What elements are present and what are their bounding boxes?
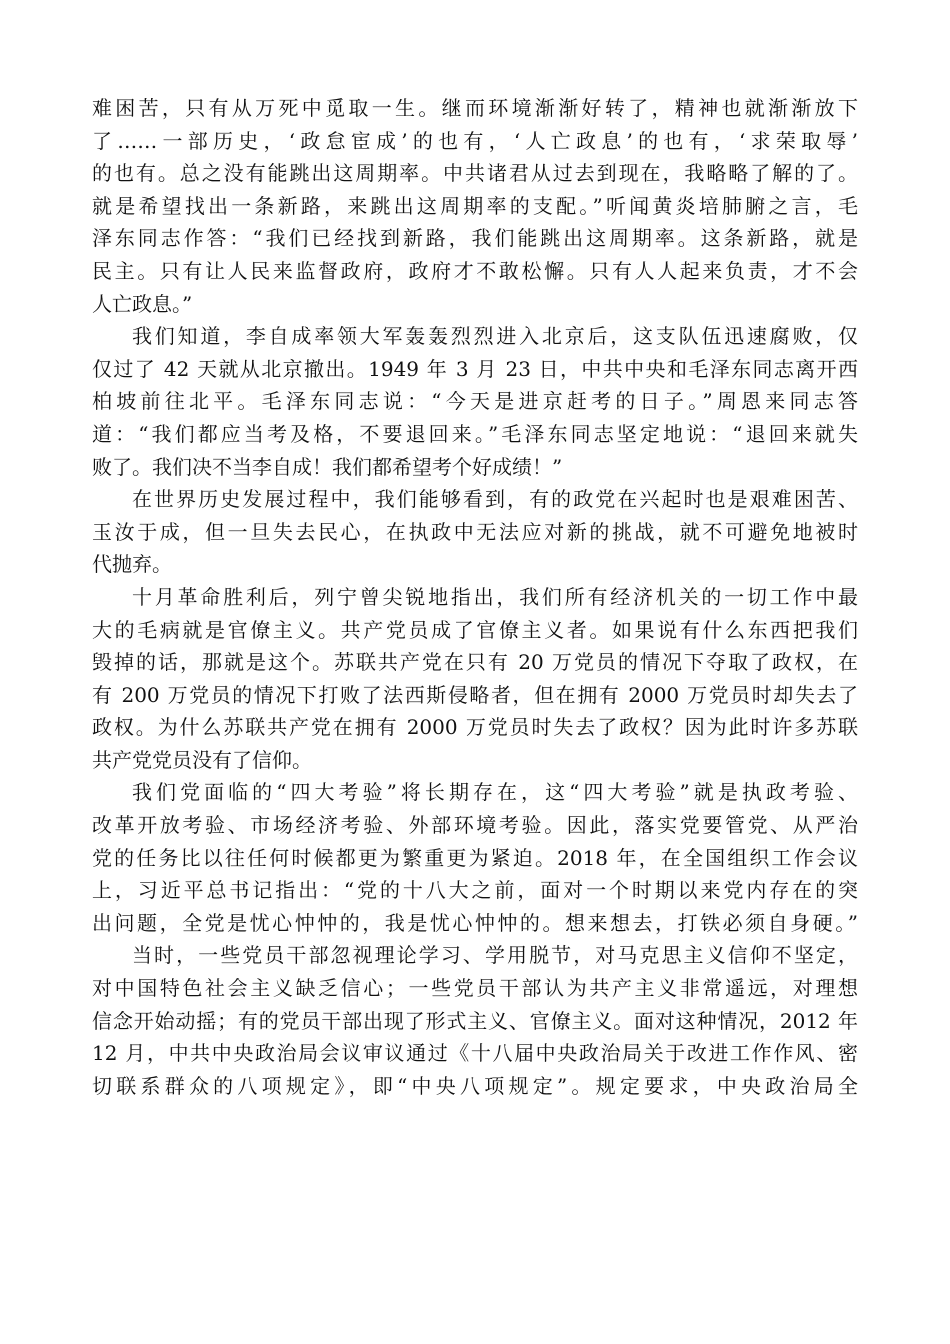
paragraph-first-line: 在世界历史发展过程中，我们能够看到，有的政党在兴起时也是艰难困苦、 bbox=[132, 487, 858, 512]
text-line: 柏坡前往北平。毛泽东同志说：“今天是进京赶考的日子。”周恩来同志答 bbox=[92, 389, 858, 414]
text-line: 大的毛病就是官僚主义。共产党员成了官僚主义者。如果说有什么东西把我们 bbox=[92, 617, 858, 642]
text-line: 信念开始动摇；有的党员干部出现了形式主义、官僚主义。面对这种情况，2012 年 bbox=[92, 1008, 858, 1033]
document-page bbox=[92, 92, 858, 1102]
text-line: 仅过了 42 天就从北京撤出。1949 年 3 月 23 日，中共中央和毛泽东同志离开西 bbox=[92, 356, 858, 381]
paragraph-first-line: 我们知道，李自成率领大军轰轰烈烈进入北京后，这支队伍迅速腐败，仅 bbox=[132, 324, 858, 349]
text-line: 出问题，全党是忧心忡忡的，我是忧心忡忡的。想来想去，打铁必须自身硬。” bbox=[92, 910, 858, 935]
text-line: 民主。只有让人民来监督政府，政府才不敢松懈。只有人人起来负责，才不会 bbox=[92, 258, 858, 283]
text-line: 政权。为什么苏联共产党在拥有 2000 万党员时失去了政权？因为此时许多苏联 bbox=[92, 715, 858, 740]
text-line: 难困苦，只有从万死中觅取一生。继而环境渐渐好转了，精神也就渐渐放下 bbox=[92, 96, 858, 120]
text-line: 对中国特色社会主义缺乏信心；一些党员干部认为共产主义非常遥远，对理想 bbox=[92, 976, 858, 1001]
text-line: 泽东同志作答：“我们已经找到新路，我们能跳出这周期率。这条新路，就是 bbox=[92, 226, 858, 251]
paragraph-first-line: 当时，一些党员干部忽视理论学习、学用脱节，对马克思主义信仰不坚定， bbox=[132, 943, 858, 968]
paragraph-first-line: 十月革命胜利后，列宁曾尖锐地指出，我们所有经济机关的一切工作中最 bbox=[132, 584, 858, 609]
text-line: 败了。我们决不当李自成！我们都希望考个好成绩！” bbox=[92, 454, 563, 479]
text-line: 道：“我们都应当考及格，不要退回来。”毛泽东同志坚定地说：“退回来就失 bbox=[92, 421, 858, 446]
text-line: 就是希望找出一条新路，来跳出这周期率的支配。”听闻黄炎培肺腑之言，毛 bbox=[92, 193, 858, 218]
text-line: 有 200 万党员的情况下打败了法西斯侵略者，但在拥有 2000 万党员时却失去了 bbox=[92, 682, 858, 707]
text-line: 12 月，中共中央政治局会议审议通过《十八届中央政治局关于改进工作作风、密 bbox=[92, 1041, 858, 1066]
text-line: 上，习近平总书记指出：“党的十八大之前，面对一个时期以来党内存在的突 bbox=[92, 878, 858, 903]
text-line: 党的任务比以往任何时候都更为繁重更为紧迫。2018 年，在全国组织工作会议 bbox=[92, 845, 858, 870]
text-line: 代抛弃。 bbox=[92, 552, 172, 577]
text-line: 玉汝于成，但一旦失去民心，在执政中无法应对新的挑战，就不可避免地被时 bbox=[92, 519, 858, 544]
text-line: 共产党党员没有了信仰。 bbox=[92, 747, 312, 772]
text-line: 人亡政息。” bbox=[92, 291, 193, 316]
text-line: 了……一部历史，‘政怠宦成’的也有，‘人亡政息’的也有，‘求荣取辱’ bbox=[92, 128, 858, 153]
text-line: 改革开放考验、市场经济考验、外部环境考验。因此，落实党要管党、从严治 bbox=[92, 813, 858, 838]
paragraph-first-line: 我们党面临的“四大考验”将长期存在，这“四大考验”就是执政考验、 bbox=[132, 780, 858, 805]
text-line: 切联系群众的八项规定》，即“中央八项规定”。规定要求，中央政治局全 bbox=[92, 1073, 858, 1098]
text-line: 毁掉的话，那就是这个。苏联共产党在只有 20 万党员的情况下夺取了政权，在 bbox=[92, 650, 858, 675]
text-line: 的也有。总之没有能跳出这周期率。中共诸君从过去到现在，我略略了解的了。 bbox=[92, 161, 858, 186]
